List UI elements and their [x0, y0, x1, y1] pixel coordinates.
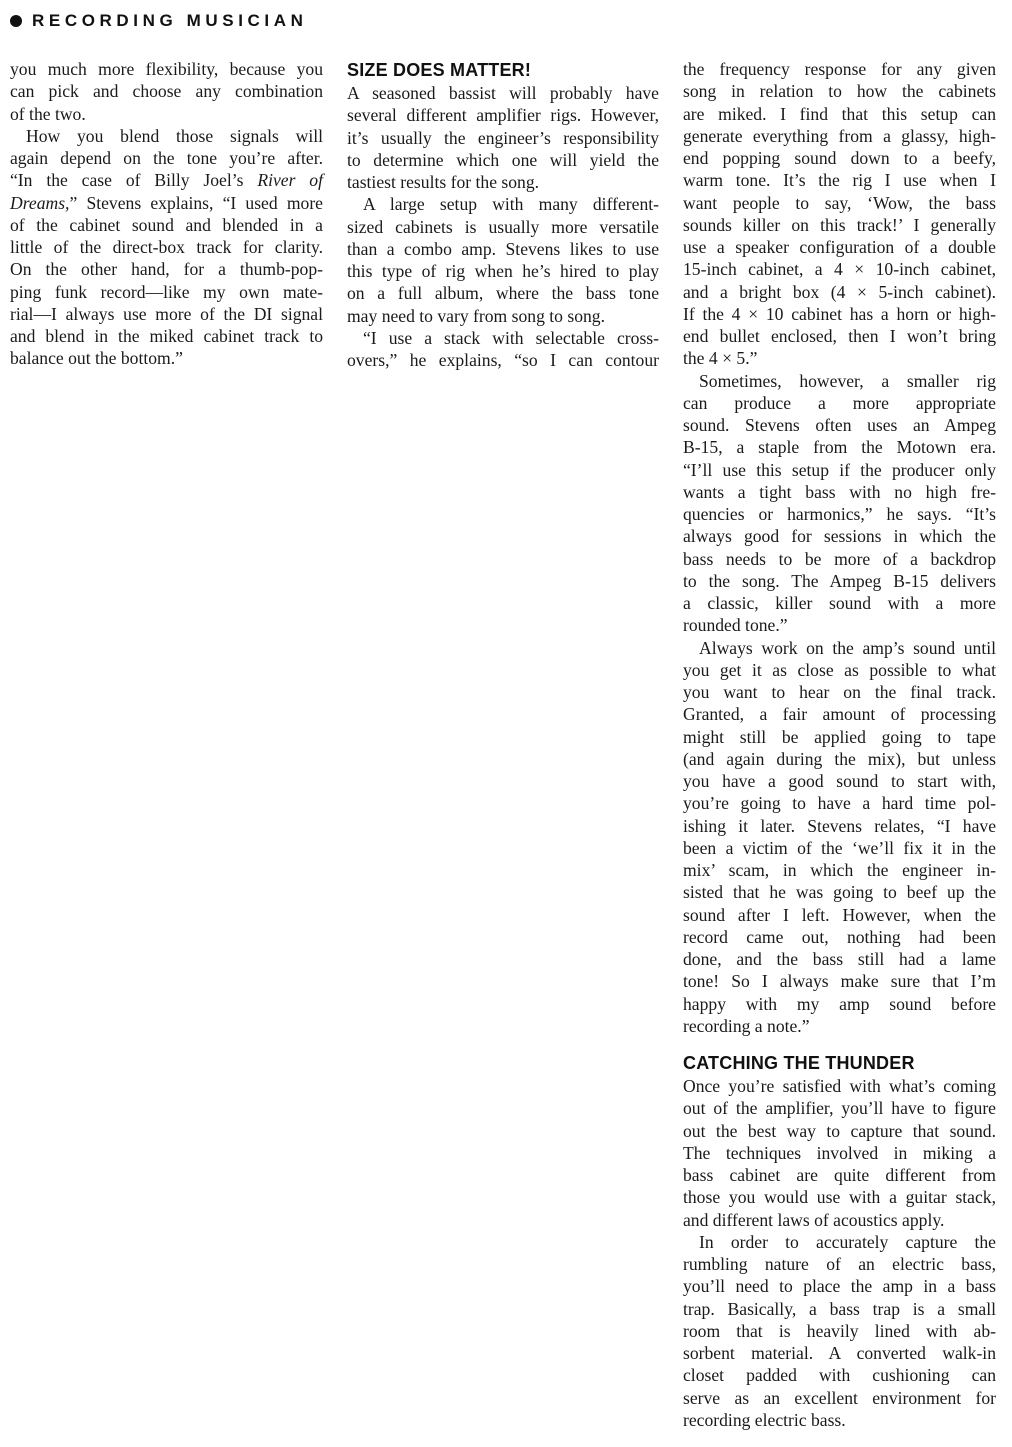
text-line: recording a note.” [683, 1015, 810, 1036]
text-line: been a victim of the ‘we’ll fix it in the [683, 837, 996, 858]
text-line: you want to hear on the final track. [683, 682, 996, 702]
text-line: you’re going to have a hard time pol- [683, 793, 996, 814]
text-line: rounded tone.” [683, 615, 788, 636]
text-line: overs,” he explains, “so I can contour [347, 350, 659, 370]
text-line: always good for sessions in which the [683, 526, 996, 547]
text-line: use a speaker configuration of a double [683, 237, 996, 257]
paragraph [683, 370, 996, 637]
text-line: sisted that he was going to beef up the [683, 882, 996, 903]
text-line: than a combo amp. Stevens likes to use [347, 238, 659, 259]
running-head [10, 6, 307, 36]
text-line: again depend on the tone you’re after. [10, 148, 323, 168]
text-line: out of the amplifier, you’ll have to figure [683, 1098, 996, 1119]
text-line: (and again during the mix), but unless [683, 748, 996, 769]
text-line: Granted, a fair amount of processing [683, 704, 996, 725]
text-line: to the song. The Ampeg B-15 delivers [683, 570, 996, 591]
text-line: If the 4 × 10 cabinet has a horn or high- [683, 303, 996, 324]
text-line: sized cabinets is usually more versatile [347, 216, 659, 237]
text-line: quencies or harmonics,” he says. “It’s [683, 504, 996, 524]
text-line: balance out the bottom.” [10, 348, 183, 369]
text-line: bass cabinet are quite different from [683, 1165, 996, 1185]
text-line: you much more flexibility, because you [10, 59, 323, 79]
text-line: 15-inch cabinet, a 4 × 10-inch cabinet, [683, 259, 996, 280]
text-line: record came out, nothing had been [683, 926, 996, 947]
text-line: of the cabinet sound and blended in a [10, 214, 323, 235]
text-line: recording electric bass. [683, 1409, 846, 1430]
text-line: the 4 × 5.” [683, 348, 758, 369]
text-line: Once you’re satisfied with what’s coming [683, 1076, 996, 1096]
text-line: B-15, a staple from the Motown era. [683, 437, 996, 458]
text-line: Always work on the amp’s sound until [699, 637, 996, 658]
text-line: several different amplifier rigs. However, [347, 105, 659, 126]
text-line: tone! So I always make sure that I’m [683, 971, 996, 992]
text-line: and different laws of acoustics apply. [683, 1209, 945, 1230]
text-line: might still be applied going to tape [683, 726, 996, 747]
text-line: on a full album, where the bass tone [347, 283, 659, 304]
text-line: generate everything from a glassy, high- [683, 125, 996, 146]
text-line: “I’ll use this setup if the producer only [683, 459, 996, 480]
text-line: want people to say, ‘Wow, the bass [683, 192, 996, 213]
column-3 [683, 58, 996, 1431]
text-line: little of the direct-box track for clarity. [10, 237, 323, 257]
text-line: Dreams,” Stevens explains, “I used more [10, 192, 323, 213]
text-line: On the other hand, for a thumb-pop- [10, 259, 323, 280]
text-line: can produce a more appropriate [683, 392, 996, 413]
text-line: rial—I always use more of the DI signal [10, 303, 323, 324]
text-line: happy with my amp sound before [683, 993, 996, 1014]
text-line: trap. Basically, a bass trap is a small [683, 1298, 996, 1319]
text-line: closet padded with cushioning can [683, 1365, 996, 1386]
text-line: tastiest results for the song. [347, 172, 540, 192]
text-line: warm tone. It’s the rig I use when I [683, 170, 996, 191]
text-line: can pick and choose any combination [10, 81, 323, 102]
text-line: you get it as close as possible to what [683, 659, 996, 680]
text-line: the frequency response for any given [683, 59, 996, 79]
text-line: are miked. I find that this setup can [683, 103, 996, 124]
text-line: How you blend those signals will [26, 125, 323, 146]
text-line: and a bright box (4 × 5-inch cabinet). [683, 281, 996, 302]
text-line: you’ll need to place the amp in a bass [683, 1276, 996, 1297]
text-line: ishing it later. Stevens relates, “I have [683, 815, 996, 836]
text-line: Sometimes, however, a smaller rig [699, 370, 996, 391]
text-line: those you would use with a guitar stack, [683, 1187, 996, 1208]
text-line: mix’ scam, in which the engineer in- [683, 860, 996, 880]
bullet-icon [10, 15, 22, 27]
paragraph [683, 1231, 996, 1431]
column-2 [347, 58, 659, 371]
paragraph [10, 58, 323, 125]
text-line: sound after I left. However, when the [683, 904, 996, 925]
text-line: rumbling nature of an electric bass, [683, 1254, 996, 1274]
text-line: serve as an excellent environment for [683, 1387, 996, 1408]
text-line: out the best way to capture that sound. [683, 1120, 996, 1141]
text-line: it’s usually the engineer’s responsibility [347, 127, 659, 148]
text-line: sorbent material. A converted walk-in [683, 1343, 996, 1363]
text-line: The techniques involved in miking a [683, 1142, 996, 1163]
paragraph [347, 327, 659, 372]
text-line: sounds killer on this track!’ I generally [683, 214, 996, 235]
text-line: bass needs to be more of a backdrop [683, 548, 996, 569]
text-line: A large setup with many different- [363, 194, 659, 215]
paragraph [683, 58, 996, 370]
text-line: wants a tight bass with no high fre- [683, 481, 996, 502]
text-line: may need to vary from song to song. [347, 305, 605, 326]
section-heading: CATCHING THE THUNDER [683, 1053, 915, 1073]
paragraph [347, 82, 659, 193]
text-line: song in relation to how the cabinets [683, 81, 996, 102]
text-line: you have a good sound to start with, [683, 771, 996, 791]
column-1 [10, 58, 323, 370]
section-heading: SIZE DOES MATTER! [347, 60, 532, 80]
text-line: sound. Stevens often uses an Ampeg [683, 415, 996, 435]
italic-title: River of [257, 170, 323, 191]
section-gap [683, 1037, 996, 1051]
text-line: end bullet enclosed, then I won’t bring [683, 326, 996, 346]
text-line: room that is heavily lined with ab- [683, 1320, 996, 1341]
text-line: this type of rig when he’s hired to play [347, 261, 659, 281]
text-line: In order to accurately capture the [699, 1231, 996, 1252]
text-line: A seasoned bassist will probably have [347, 83, 659, 103]
text-line: to determine which one will yield the [347, 149, 659, 170]
text-line: ping funk record—like my own mate- [10, 281, 323, 302]
text-line: “I use a stack with selectable cross- [363, 327, 659, 348]
text-line: a classic, killer sound with a more [683, 593, 996, 613]
text-line: done, and the bass still had a lame [683, 949, 996, 969]
italic-title: Dreams, [10, 192, 70, 213]
text-line: “In the case of Billy Joel’s River of [10, 170, 323, 191]
running-head-title: RECORDING MUSICIAN [32, 11, 308, 30]
paragraph [683, 637, 996, 1038]
paragraph [347, 193, 659, 327]
text-line: end popping sound down to a beefy, [683, 148, 996, 168]
paragraph [683, 1075, 996, 1231]
text-line: of the two. [10, 103, 86, 124]
paragraph [10, 125, 323, 370]
text-line: and blend in the miked cabinet track to [10, 326, 323, 346]
